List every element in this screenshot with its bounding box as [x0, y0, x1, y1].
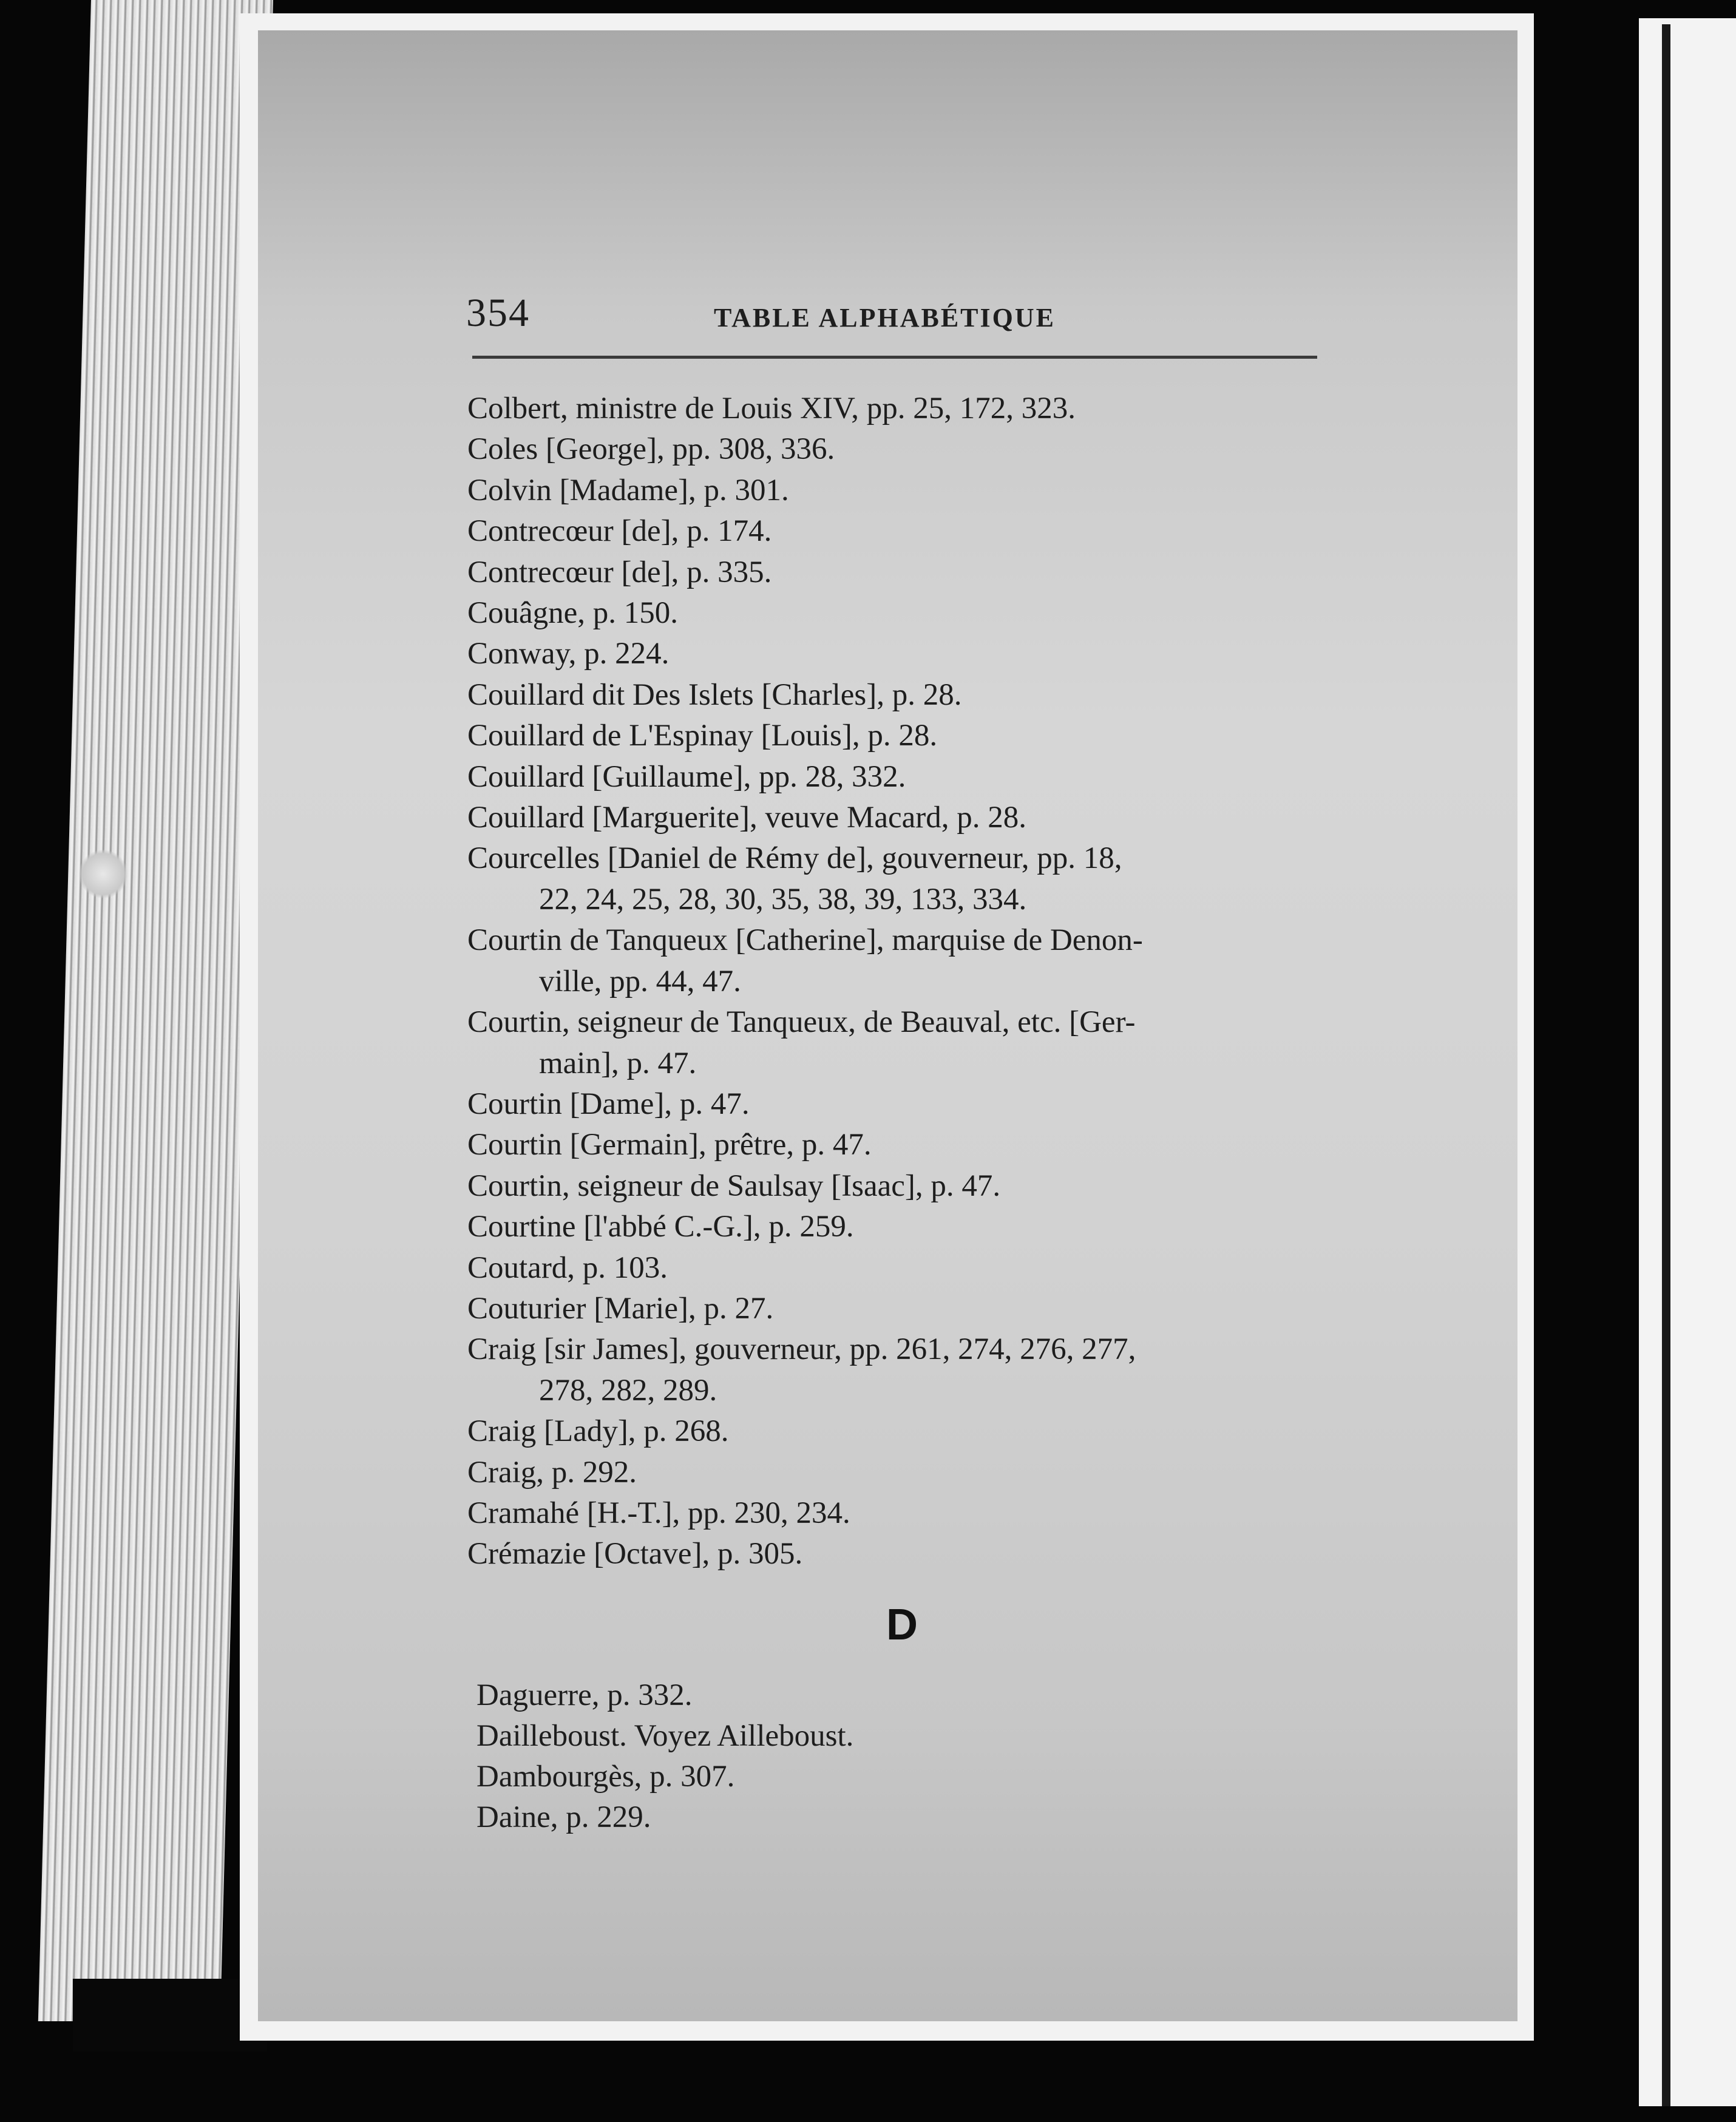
- index-entry: Couillard [Marguerite], veuve Macard, p. 28.: [467, 801, 1027, 835]
- page-number: 354: [466, 291, 530, 335]
- index-entry: Courtin [Dame], p. 47.: [467, 1086, 750, 1121]
- index-entry: Courtin de Tanqueux [Catherine], marquise de Denon-: [467, 923, 1143, 958]
- index-entry: Couillard [Guillaume], pp. 28, 332.: [467, 759, 906, 794]
- index-entry: Daine, p. 229.: [476, 1800, 651, 1834]
- index-entry: Cramahé [H.-T.], pp. 230, 234.: [467, 1496, 850, 1530]
- index-entry: Dailleboust. Voyez Ailleboust.: [476, 1719, 854, 1753]
- index-entry: Daguerre, p. 332.: [476, 1678, 693, 1712]
- index-entry: Contrecœur [de], p. 335.: [467, 555, 772, 589]
- index-entry: Colvin [Madame], p. 301.: [467, 473, 789, 507]
- running-head: TABLE ALPHABÉTIQUE: [714, 303, 1056, 333]
- index-entry: Coles [George], pp. 308, 336.: [467, 432, 835, 467]
- index-entry: Colbert, ministre de Louis XIV, pp. 25, 172, 323.: [467, 392, 1076, 425]
- index-entry: Courcelles [Daniel de Rémy de], gouverneur, pp. 18,: [467, 841, 1122, 876]
- index-entry-continuation: 22, 24, 25, 28, 30, 35, 38, 39, 133, 334.: [539, 882, 1027, 917]
- index-entry: Craig [Lady], p. 268.: [467, 1414, 729, 1449]
- index-entry: Contrecœur [de], p. 174.: [467, 514, 772, 549]
- page-header: [466, 290, 1316, 345]
- index-entry: Conway, p. 224.: [467, 637, 670, 671]
- index-entry: Couillard dit Des Islets [Charles], p. 28.: [467, 677, 962, 712]
- index-entry: Couturier [Marie], p. 27.: [467, 1291, 774, 1326]
- index-entry: Craig [sir James], gouverneur, pp. 261, 274, 276, 277,: [467, 1332, 1136, 1367]
- facing-page-gutter: [1662, 24, 1670, 2106]
- page-edges-stack: [38, 0, 273, 2021]
- index-entry: Courtine [l'abbé C.-G.], p. 259.: [467, 1210, 854, 1244]
- index-entry-continuation: main], p. 47.: [539, 1046, 697, 1080]
- index-entry: Couâgne, p. 150.: [467, 596, 679, 631]
- index-entry-continuation: ville, pp. 44, 47.: [539, 964, 741, 998]
- page-edges-shadow: [73, 1979, 267, 2052]
- header-rule: [472, 356, 1317, 359]
- index-entry: Crémazie [Octave], p. 305.: [467, 1537, 803, 1571]
- index-entry: Couillard de L'Espinay [Louis], p. 28.: [467, 719, 938, 753]
- facing-page-edge: [1639, 18, 1736, 2106]
- index-entry-continuation: 278, 282, 289.: [539, 1373, 717, 1408]
- paper-stain: [79, 850, 127, 898]
- index-entry: Courtin, seigneur de Tanqueux, de Beauval, etc. [Ger-: [467, 1005, 1136, 1040]
- index-entry: Courtin, seigneur de Saulsay [Isaac], p. 47.: [467, 1168, 1001, 1203]
- index-entries-c: [467, 388, 1329, 1575]
- index-entries-d: [476, 1675, 1326, 1838]
- index-entry: Courtin [Germain], prêtre, p. 47.: [467, 1128, 872, 1162]
- index-entry: Craig, p. 292.: [467, 1455, 637, 1490]
- index-entry: Coutard, p. 103.: [467, 1250, 668, 1285]
- index-entry: Dambourgès, p. 307.: [476, 1760, 735, 1794]
- section-letter-d: D: [886, 1601, 918, 1649]
